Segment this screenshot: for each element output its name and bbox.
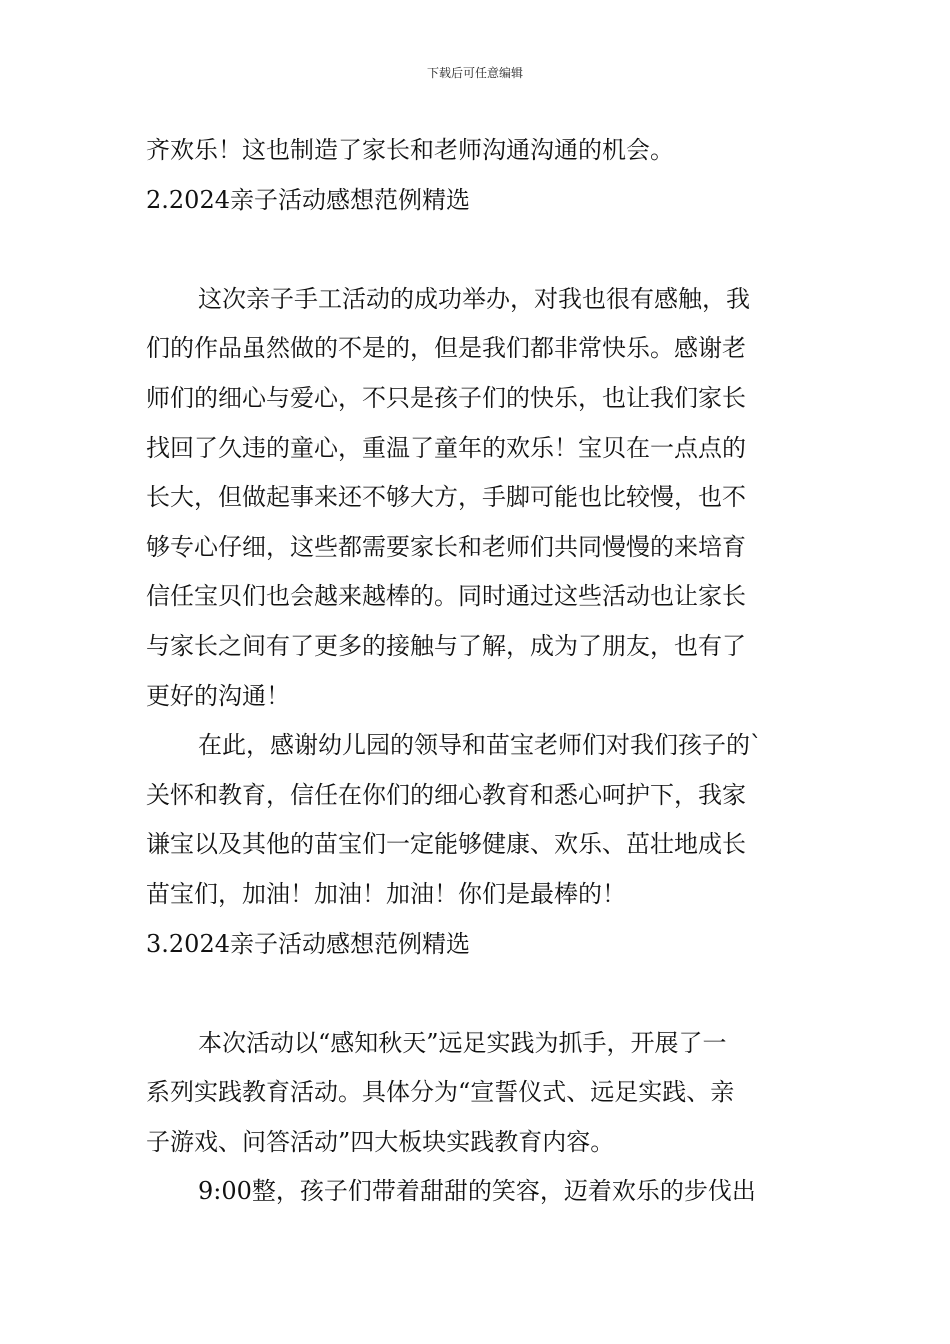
blank-line: [146, 969, 808, 1019]
text-line: 长大，但做起事来还不够大方，手脚可能也比较慢，也不: [146, 483, 746, 512]
text-line: 们的作品虽然做的不是的，但是我们都非常快乐。感谢老: [146, 334, 746, 363]
text-line: 够专心仔细，这些都需要家长和老师们共同慢慢的来培育: [146, 532, 746, 561]
text-line: 苗宝们，加油！加油！加油！你们是最棒的！: [146, 879, 626, 908]
text-line: 这次亲子手工活动的成功举办，对我也很有感触，我: [198, 284, 750, 313]
text-line: 子游戏、问答活动”四大板块实践教育内容。: [146, 1127, 615, 1156]
text-line: 找回了久违的童心，重温了童年的欢乐！宝贝在一点点的: [146, 433, 746, 462]
page-header: 下载后可任意编辑: [426, 66, 523, 80]
document-body: [146, 126, 808, 1217]
text-line: 齐欢乐！这也制造了家长和老师沟通沟通的机会。: [146, 136, 674, 164]
text-line: 师们的细心与爱心，不只是孩子们的快乐，也让我们家长: [146, 383, 746, 412]
text-line: 更好的沟通！: [146, 681, 290, 710]
text-line: 系列实践教育活动。具体分为“宣誓仪式、远足实践、亲: [146, 1078, 735, 1107]
section-heading: 3.2024亲子活动感想范例精选: [146, 929, 470, 958]
text-line: 谦宝以及其他的苗宝们一定能够健康、欢乐、茁壮地成长: [146, 830, 746, 859]
text-line: 在此，感谢幼儿园的领导和苗宝老师们对我们孩子的`: [198, 731, 762, 760]
text-line: 与家长之间有了更多的接触与了解，成为了朋友，也有了: [146, 631, 746, 660]
text-line: 9:00整，孩子们带着甜甜的笑容，迈着欢乐的步伐出: [198, 1177, 756, 1206]
section-heading: 2.2024亲子活动感想范例精选: [146, 185, 470, 214]
blank-line: [146, 225, 808, 275]
text-line: 关怀和教育，信任在你们的细心教育和悉心呵护下，我家: [146, 780, 746, 809]
text-line: 本次活动以“感知秋天”远足实践为抓手，开展了一: [198, 1028, 727, 1057]
text-line: 信任宝贝们也会越来越棒的。同时通过这些活动也让家长: [146, 582, 746, 611]
